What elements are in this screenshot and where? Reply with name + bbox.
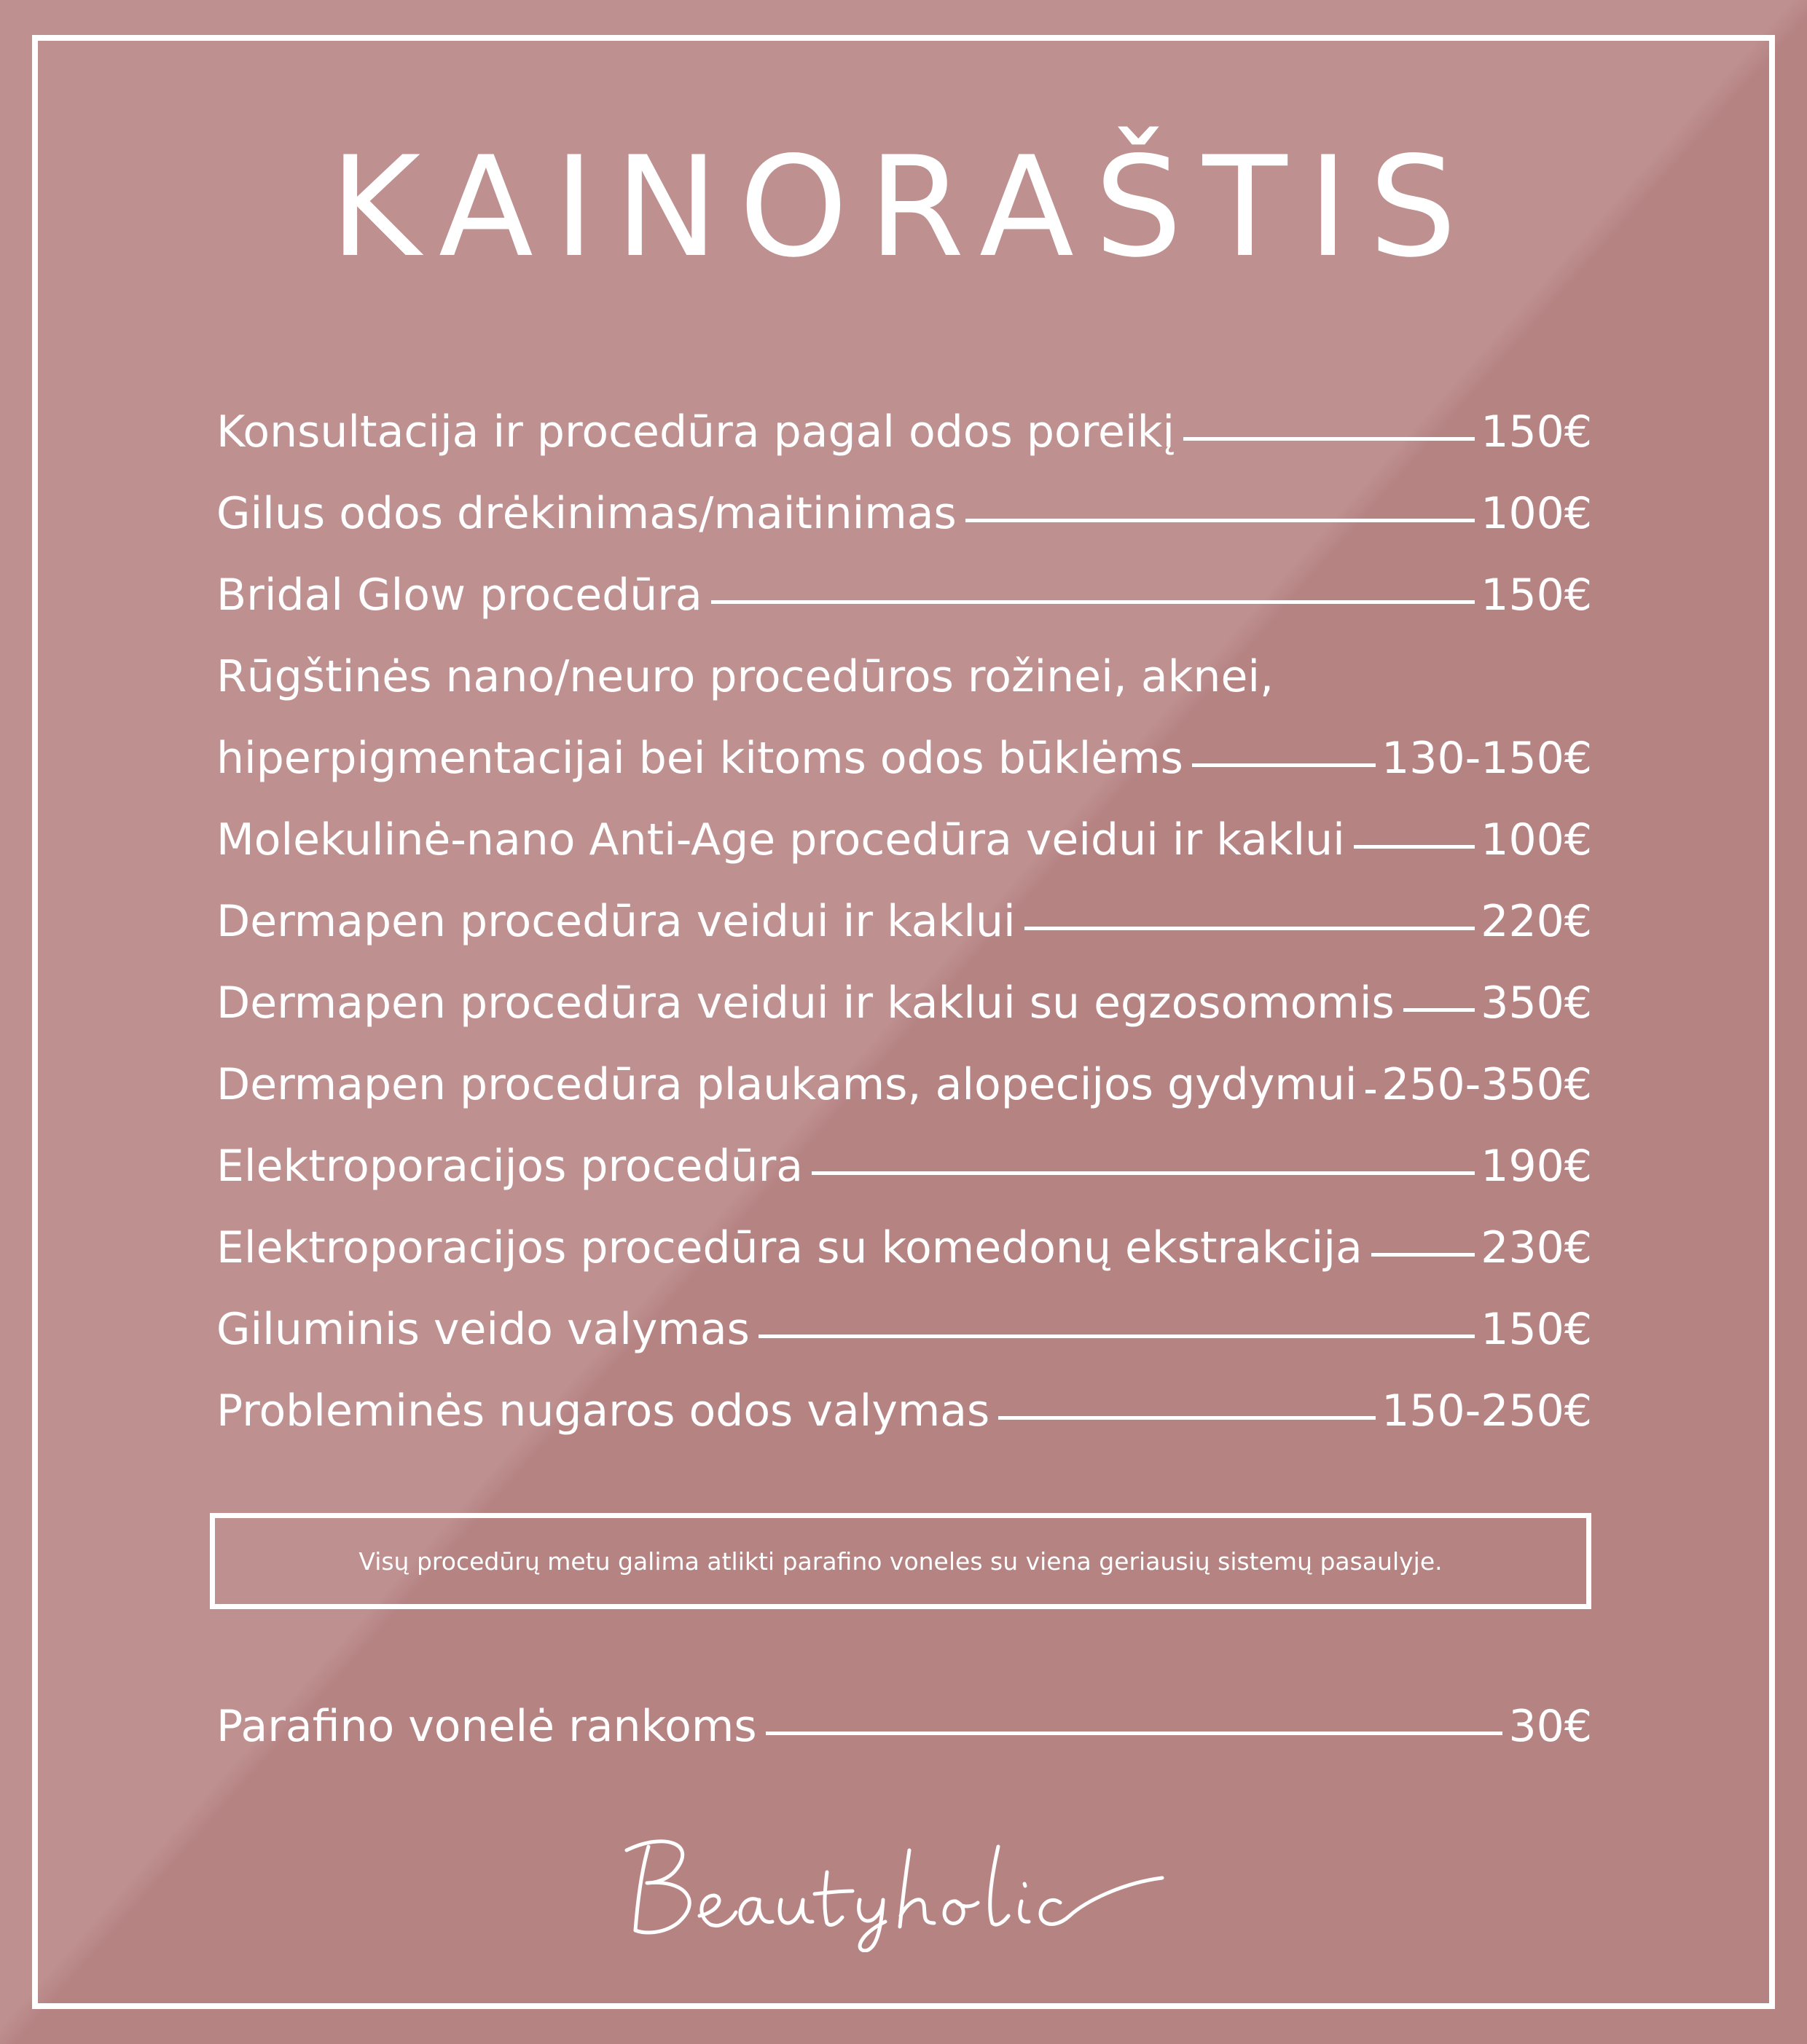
service-name: Konsultacija ir procedūra pagal odos poreikį: [216, 406, 1175, 457]
service-price: 150€: [1481, 570, 1592, 621]
price-row: [216, 473, 1592, 554]
service-price: 250-350€: [1381, 1059, 1592, 1110]
service-name: Bridal Glow procedūra: [216, 570, 702, 621]
service-price: 190€: [1481, 1141, 1592, 1192]
service-name: hiperpigmentacijai bei kitoms odos būklėms: [216, 733, 1183, 784]
price-row: [216, 636, 1592, 718]
price-row: [216, 1125, 1592, 1207]
service-price: 130-150€: [1381, 733, 1592, 784]
leader-line: [1183, 437, 1475, 441]
price-row: [216, 1044, 1592, 1125]
beautyholic-logo: [619, 1814, 1188, 1952]
leader-line: [812, 1171, 1475, 1175]
service-price: 230€: [1481, 1222, 1592, 1273]
service-price: 350€: [1481, 978, 1592, 1029]
price-row: [216, 962, 1592, 1044]
service-name: Giluminis veido valymas: [216, 1304, 750, 1355]
leader-line: [965, 519, 1475, 522]
service-name: Molekulinė-nano Anti-Age procedūra veidui ir kaklui: [216, 814, 1345, 865]
leader-line: [711, 600, 1475, 604]
service-price: 150€: [1481, 406, 1592, 457]
leader-line: [998, 1416, 1376, 1420]
extras-list: [216, 1686, 1592, 1767]
extra-row: [216, 1686, 1592, 1767]
price-row: [216, 554, 1592, 636]
service-name: Dermapen procedūra veidui ir kaklui: [216, 896, 1016, 947]
leader-line: [1403, 1008, 1475, 1012]
leader-line: [766, 1731, 1503, 1735]
service-name: Probleminės nugaros odos valymas: [216, 1385, 990, 1436]
service-name: Dermapen procedūra veidui ir kaklui su egzosomomis: [216, 978, 1395, 1029]
price-row: [216, 391, 1592, 473]
price-row: [216, 1207, 1592, 1289]
leader-line: [1192, 763, 1376, 767]
service-price: 100€: [1481, 488, 1592, 539]
service-name: Elektroporacijos procedūra: [216, 1141, 804, 1192]
leader-line: [1354, 845, 1475, 849]
price-row: [216, 881, 1592, 962]
price-row: [216, 1289, 1592, 1370]
service-price: 30€: [1508, 1701, 1592, 1752]
service-name: Gilus odos drėkinimas/maitinimas: [216, 488, 957, 539]
paraffin-note: [210, 1513, 1591, 1609]
service-name: Dermapen procedūra plaukams, alopecijos gydymui: [216, 1059, 1357, 1110]
leader-line: [759, 1335, 1475, 1338]
service-name: Parafino vonelė rankoms: [216, 1701, 757, 1752]
service-price: 100€: [1481, 814, 1592, 865]
service-name: Elektroporacijos procedūra su komedonų ekstrakcija: [216, 1222, 1363, 1273]
service-price: 150€: [1481, 1304, 1592, 1355]
leader-line: [1024, 927, 1475, 930]
paraffin-note-text: Visų procedūrų metu galima atlikti parafino voneles su viena geriausių sistemų pasaulyje.: [358, 1546, 1443, 1576]
leader-line: [1371, 1253, 1475, 1257]
service-name: Rūgštinės nano/neuro procedūros rožinei, aknei,: [216, 651, 1274, 702]
page-title: KAINORAŠTIS: [329, 127, 1478, 288]
service-price: 220€: [1481, 896, 1592, 947]
service-price: 150-250€: [1381, 1385, 1592, 1436]
price-row: [216, 799, 1592, 881]
price-row: [216, 718, 1592, 799]
leader-line: [1365, 1090, 1376, 1093]
price-row: [216, 1370, 1592, 1452]
price-list: [216, 391, 1592, 1452]
